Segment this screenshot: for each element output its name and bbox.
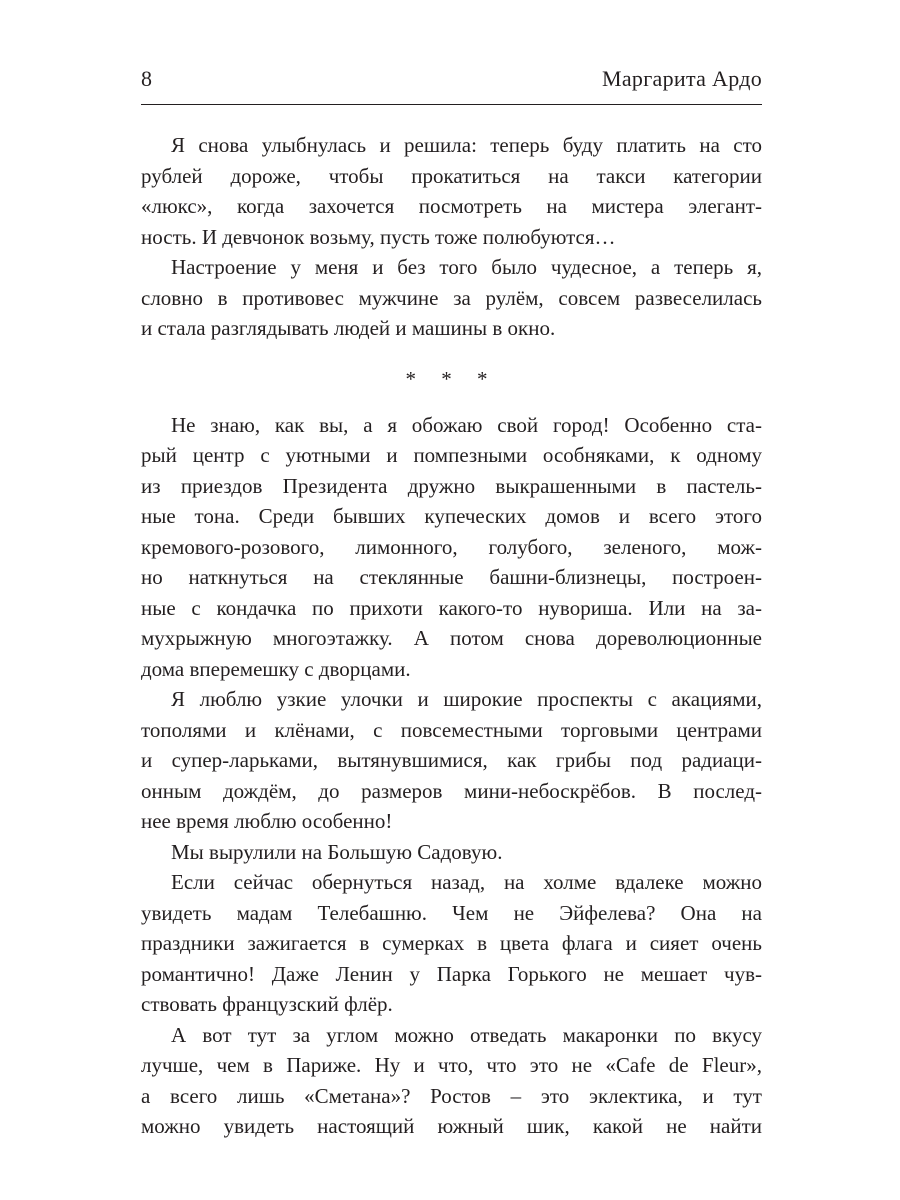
text-line: рый центр с уютными и помпезными особняками, к одному: [141, 443, 762, 467]
text-line: Настроение у меня и без того было чудесное, а теперь я,: [171, 255, 762, 279]
paragraph: [141, 1020, 762, 1142]
section-separator: * * *: [405, 366, 498, 391]
text-line: а всего лишь «Сметана»? Ростов – это эклектика, и тут: [141, 1083, 762, 1108]
paragraph: [141, 252, 762, 344]
text-line: Я люблю узкие улочки и широкие проспекты с акациями,: [171, 687, 762, 711]
page-number: 8: [141, 66, 152, 91]
text-line: дома вперемешку с дворцами.: [141, 656, 411, 681]
text-line: можно увидеть настоящий южный шик, какой не найти: [141, 1114, 762, 1138]
text-line: праздники зажигается в сумерках в цвета флага и сияет очень: [141, 931, 762, 955]
header-rule: [141, 104, 762, 105]
text-line: А вот тут за углом можно отведать макаронки по вкусу: [171, 1022, 762, 1047]
text-line: но наткнуться на стеклянные башни-близнецы, построен-: [141, 565, 762, 589]
text-line: и стала разглядывать людей и машины в окно.: [141, 316, 556, 340]
text-line: тополями и клёнами, с повсеместными торговыми центрами: [141, 717, 762, 742]
text-line: ствовать французский флёр.: [141, 992, 393, 1016]
text-line: кремового-розового, лимонного, голубого, зеленого, мож-: [141, 534, 762, 559]
text-line: увидеть мадам Телебашню. Чем не Эйфелева? Она на: [141, 900, 762, 925]
text-line: ные тона. Среди бывших купеческих домов и всего этого: [141, 504, 762, 528]
text-line: Я снова улыбнулась и решила: теперь буду платить на сто: [171, 133, 762, 157]
paragraph: [141, 837, 762, 868]
paragraph: [141, 684, 762, 837]
text-line: из приездов Президента дружно выкрашенными в пастель-: [141, 473, 762, 498]
text-line: «люкс», когда захочется посмотреть на мистера элегант-: [141, 194, 762, 218]
paragraph: [141, 410, 762, 685]
running-header-author: Маргарита Ардо: [601, 66, 762, 91]
text-line: онным дождём, до размеров мини-небоскрёбов. В послед-: [141, 778, 762, 803]
text-line: романтично! Даже Ленин у Парка Горького не мешает чув-: [141, 961, 762, 986]
page-body: [141, 130, 762, 1142]
paragraph: [141, 130, 762, 252]
text-line: лучше, чем в Париже. Ну и что, что это не «Cafe de Fleur»,: [141, 1053, 762, 1077]
text-line: ные с кондачка по прихоти какого-то нувориша. Или на за-: [141, 595, 762, 620]
text-line: Мы вырулили на Большую Садовую.: [171, 839, 503, 864]
text-line: Если сейчас обернуться назад, на холме вдалеке можно: [171, 870, 762, 894]
text-line: и супер-ларьками, вытянувшимися, как грибы под радиаци-: [141, 748, 762, 772]
text-line: словно в противовес мужчине за рулём, совсем развеселилась: [141, 285, 762, 310]
text-line: нее время люблю особенно!: [141, 809, 393, 833]
text-line: ность. И девчонок возьму, пусть тоже полюбуются…: [141, 224, 616, 249]
paragraph: [141, 867, 762, 1020]
running-header: [141, 66, 762, 96]
text-line: рублей дороже, чтобы прокатиться на такси категории: [141, 163, 762, 188]
text-line: Не знаю, как вы, а я обожаю свой город! Особенно ста-: [171, 412, 762, 437]
text-line: мухрыжную многоэтажку. А потом снова дореволюционные: [141, 626, 762, 650]
